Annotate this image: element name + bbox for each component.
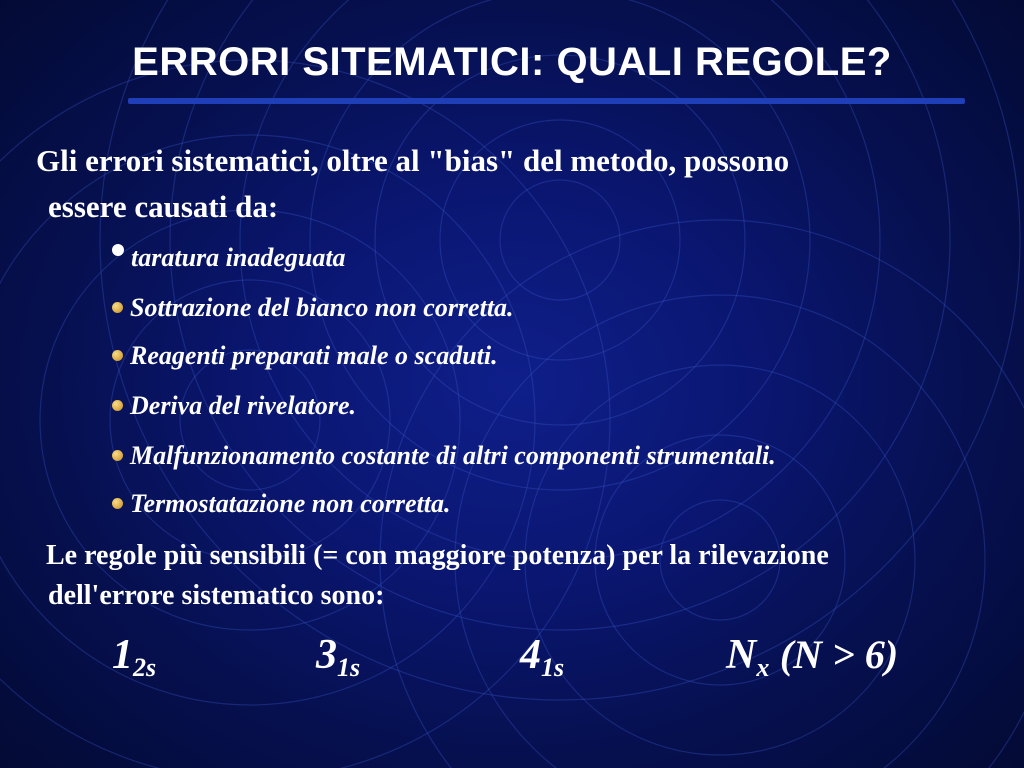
rule-main: 4 — [520, 632, 541, 678]
rules-intro-paragraph — [46, 536, 1016, 616]
list-item-text: Deriva del rivelatore. — [130, 391, 356, 420]
bullet-dot-icon — [112, 350, 123, 361]
bullet-dot-icon — [112, 244, 124, 256]
rule-1-2s — [112, 630, 156, 693]
list-item-text: taratura inadeguata — [131, 243, 346, 272]
list-item — [112, 440, 776, 472]
list-item — [112, 488, 450, 520]
list-item — [112, 242, 346, 274]
list-item-text: Termostatazione non corretta. — [130, 489, 451, 518]
rule-condition: (N > 6) — [779, 632, 899, 677]
intro-paragraph — [36, 138, 1011, 230]
title-underline — [128, 98, 965, 104]
rule-main: N — [726, 632, 757, 678]
rules-intro-line-1: Le regole più sensibili (= con maggiore potenza) per la rilevazione — [46, 540, 829, 571]
rules-intro-line-2: dell'errore sistematico sono: — [48, 580, 385, 611]
intro-line-2: essere causati da: — [48, 189, 279, 224]
rule-subscript: 1s — [337, 653, 361, 682]
bullet-dot-icon — [112, 450, 123, 461]
list-item — [112, 390, 356, 422]
list-item-text: Sottrazione del bianco non corretta. — [130, 293, 514, 322]
bullet-dot-icon — [112, 400, 123, 411]
rule-4-1s — [520, 630, 564, 693]
rule-main: 1 — [112, 632, 133, 678]
list-item-text: Reagenti preparati male o scaduti. — [130, 341, 498, 370]
list-item — [112, 340, 498, 372]
rule-main: 3 — [316, 632, 337, 678]
list-item — [112, 292, 514, 324]
bullet-dot-icon — [112, 302, 123, 313]
rule-subscript: 2s — [133, 653, 157, 682]
rule-3-1s — [316, 630, 360, 693]
list-item-text: Malfunzionamento costante di altri componenti strumentali. — [130, 441, 776, 470]
rule-nx — [726, 630, 898, 693]
slide-title: ERRORI SITEMATICI: QUALI REGOLE? — [132, 40, 892, 84]
rule-subscript: x — [756, 653, 770, 682]
bullet-dot-icon — [112, 498, 123, 509]
rule-subscript: 1s — [541, 653, 565, 682]
intro-line-1: Gli errori sistematici, oltre al "bias" del metodo, possono — [36, 143, 790, 178]
